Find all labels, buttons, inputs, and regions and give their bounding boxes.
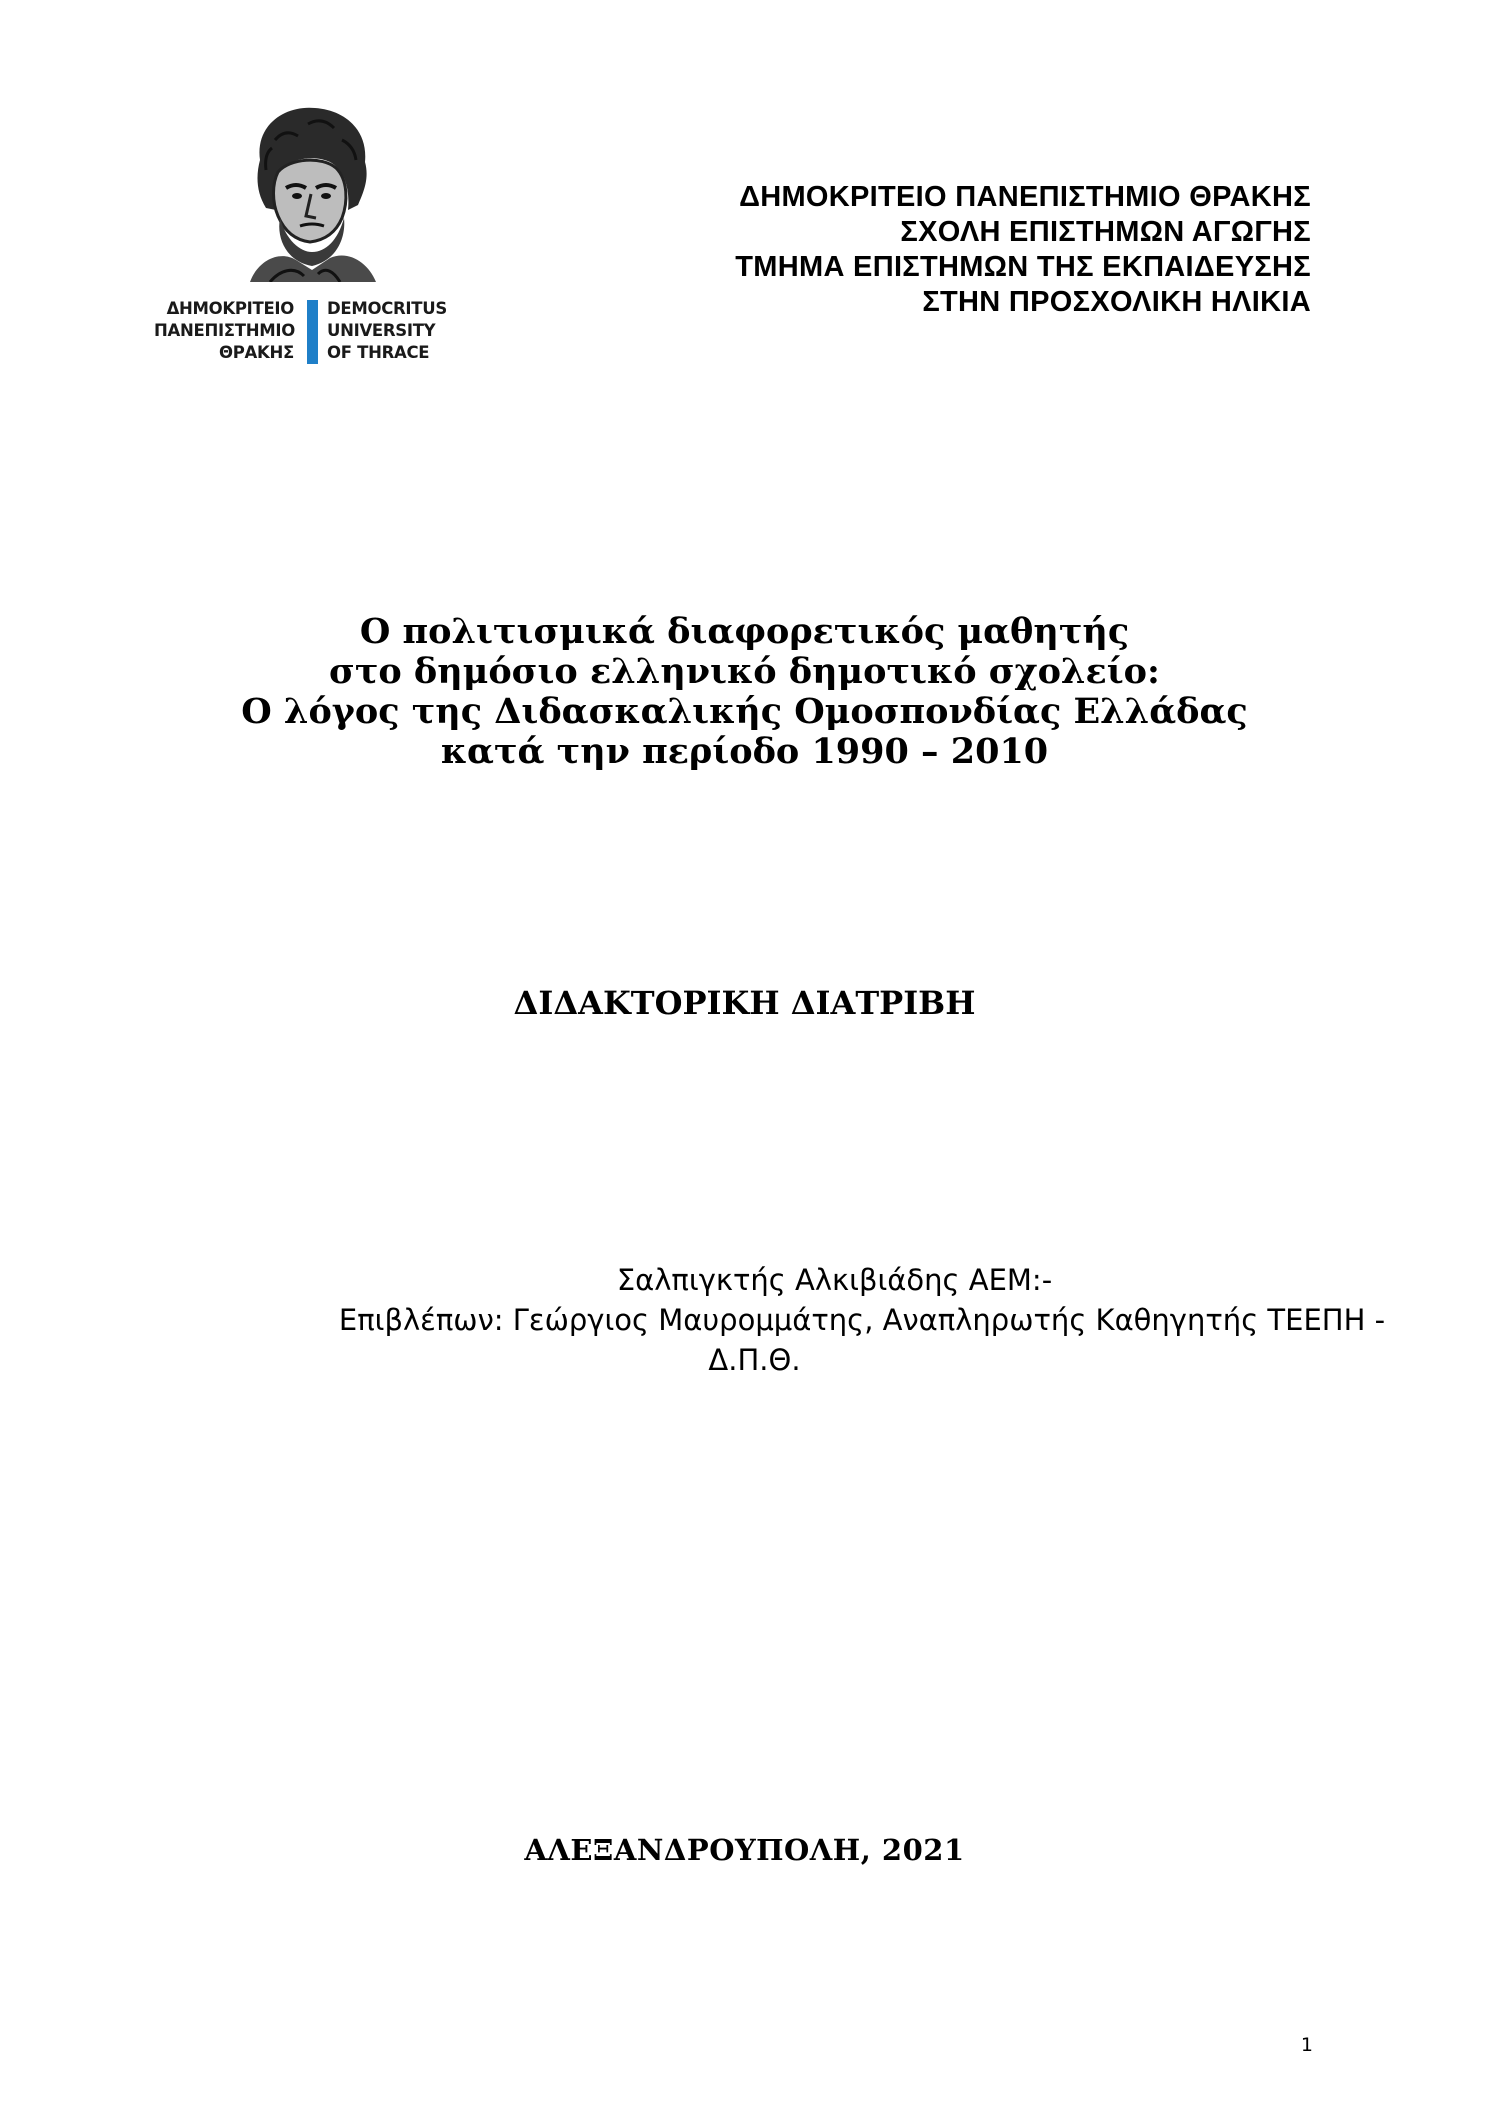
author-block: [0, 1260, 1489, 1380]
institution-header: [735, 180, 1311, 320]
department-name-continued: ΣΤΗΝ ΠΡΟΣΧΟΛΙΚΗ ΗΛΙΚΙΑ: [922, 286, 1311, 318]
logo-english-name: DEMOCRITUS UNIVERSITY OF THRACE: [327, 299, 447, 362]
department-name: ΤΜΗΜΑ ΕΠΙΣΤΗΜΩΝ ΤΗΣ ΕΚΠΑΙΔΕΥΣΗΣ: [735, 251, 1311, 283]
institution-abbreviation: Δ.Π.Θ.: [708, 1343, 801, 1377]
logo-greek-name: ΔΗΜΟΚΡΙΤΕΙΟ ΠΑΝΕΠΙΣΤΗΜΙΟ ΘΡΑΚΗΣ: [154, 299, 295, 362]
supervisor: Επιβλέπων: Γεώργιος Μαυρομμάτης, Αναπληρωτής Καθηγητής ΤΕΕΠΗ -: [338, 1303, 1386, 1337]
document-type: ΔΙΔΑΚΤΟΡΙΚΗ ΔΙΑΤΡΙΒΗ: [513, 984, 976, 1022]
logo-divider-bar: [307, 300, 318, 364]
place-and-year: ΑΛΕΞΑΝΔΡΟΥΠΟΛΗ, 2021: [524, 1833, 965, 1867]
university-logo: [150, 100, 460, 375]
page-number: 1: [1300, 2034, 1313, 2056]
democritus-bust-icon: [230, 100, 380, 282]
university-name: ΔΗΜΟΚΡΙΤΕΙΟ ΠΑΝΕΠΙΣΤΗΜΙΟ ΘΡΑΚΗΣ: [739, 181, 1311, 213]
student-name: Σαλπιγκτής Αλκιβιάδης ΑΕΜ:-: [616, 1263, 1053, 1297]
thesis-title: Ο πολιτισμικά διαφορετικός μαθητής στο δημόσιο ελληνικό δημοτικό σχολείο: Ο λόγος της Διδασκαλικής Ομοσπονδίας Ελλάδας κατά την περίοδο 1990 – 2010: [241, 611, 1248, 772]
school-name: ΣΧΟΛΗ ΕΠΙΣΤΗΜΩΝ ΑΓΩΓΗΣ: [900, 216, 1311, 248]
